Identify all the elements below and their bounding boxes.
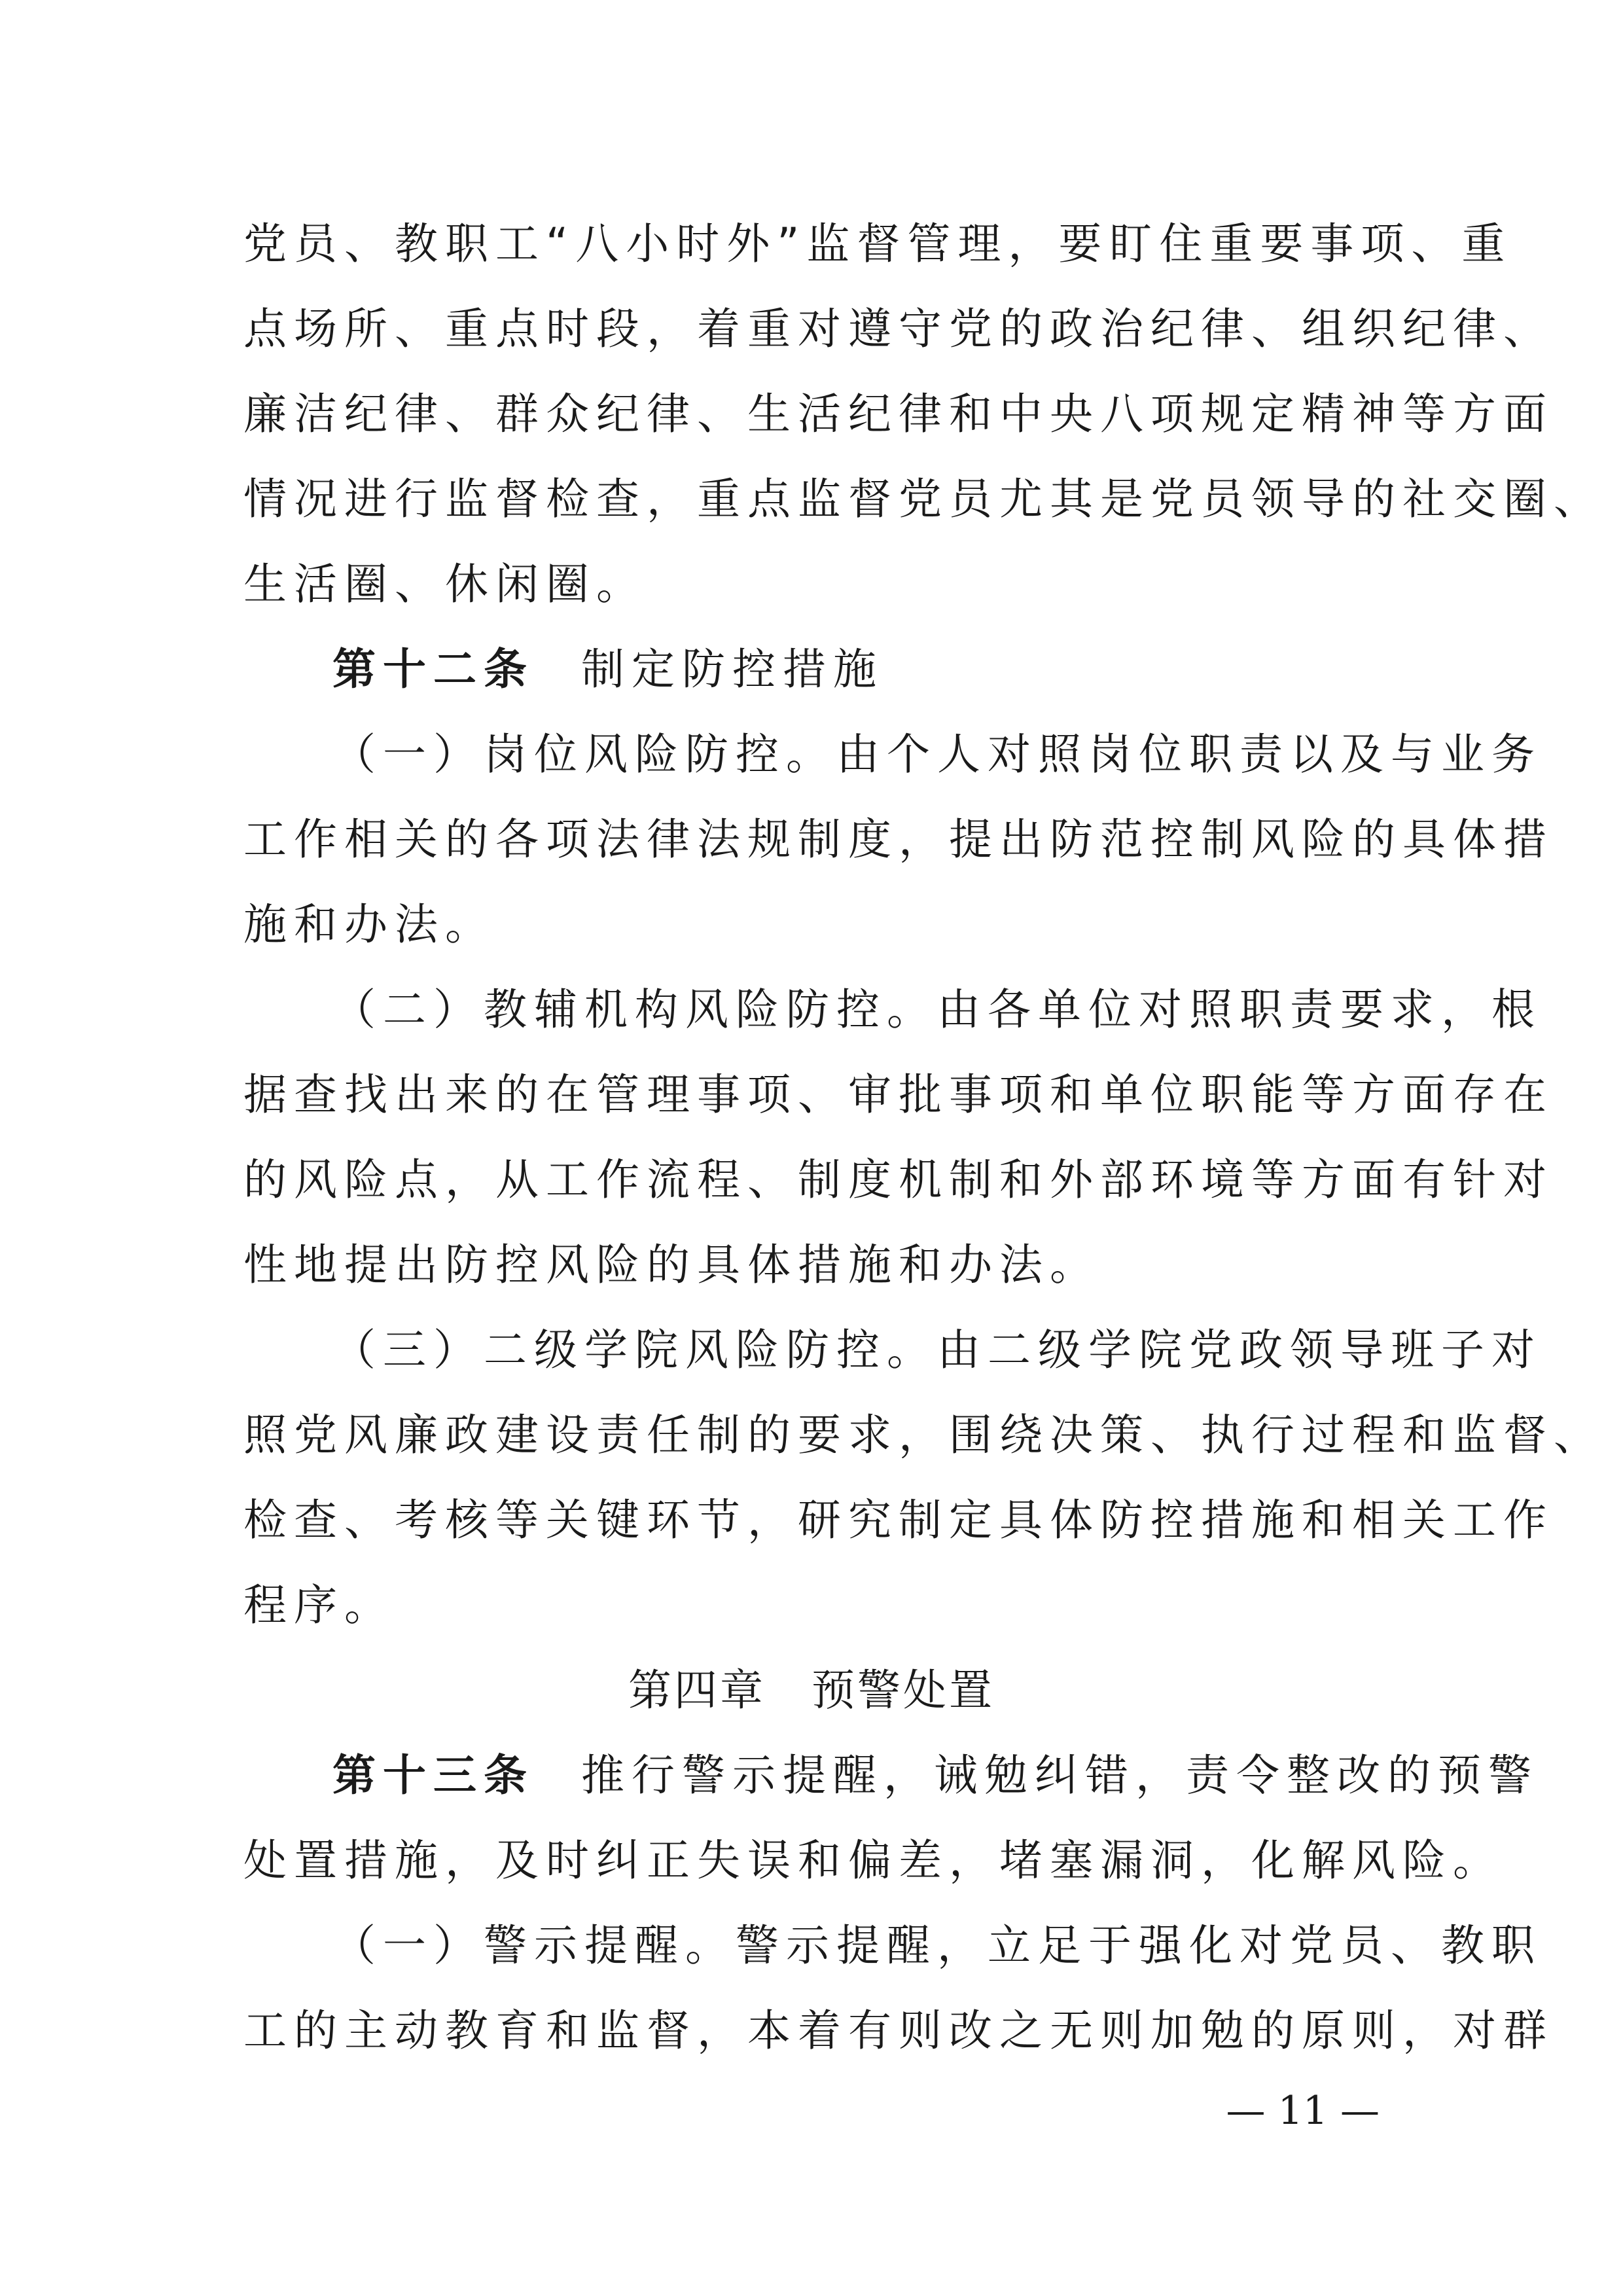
body-line: 性地提出防控风险的具体措施和办法。 bbox=[243, 1240, 1100, 1290]
body-line: 据查找出来的在管理事项、审批事项和单位职能等方面存在 bbox=[243, 1069, 1554, 1120]
article-12-label: 第十二条 bbox=[332, 644, 534, 694]
body-line: 的风险点，从工作流程、制度机制和外部环境等方面有针对 bbox=[243, 1155, 1554, 1205]
body-line: 照党风廉政建设责任制的要求，围绕决策、执行过程和监督、 bbox=[243, 1410, 1604, 1460]
body-line: （三）二级学院风险防控。由二级学院党政领导班子对 bbox=[332, 1325, 1542, 1375]
body-line: 点场所、重点时段，着重对遵守党的政治纪律、组织纪律、 bbox=[243, 304, 1554, 354]
article-13-label: 第十三条 bbox=[332, 1750, 534, 1801]
article-12-title: 制定防控措施 bbox=[581, 644, 883, 694]
body-line: 情况进行监督检查，重点监督党员尤其是党员领导的社交圈、 bbox=[243, 474, 1604, 524]
chapter-heading: 第四章 预警处置 bbox=[628, 1665, 995, 1715]
body-line: 检查、考核等关键环节，研究制定具体防控措施和相关工作 bbox=[243, 1495, 1554, 1545]
body-line: 工的主动教育和监督，本着有则改之无则加勉的原则，对群 bbox=[243, 2005, 1554, 2056]
article-12-heading bbox=[332, 644, 883, 694]
body-line: 程序。 bbox=[243, 1580, 395, 1630]
body-line: 工作相关的各项法律法规制度，提出防范控制风险的具体措 bbox=[243, 814, 1554, 865]
body-line: 党员、教职工“八小时外”监督管理，要盯住重要事项、重 bbox=[243, 219, 1512, 269]
article-13-heading bbox=[332, 1750, 1539, 1801]
article-13-text: 推行警示提醒，诫勉纠错，责令整改的预警 bbox=[581, 1750, 1539, 1801]
body-line: 生活圈、休闲圈。 bbox=[243, 559, 647, 609]
body-line: （二）教辅机构风险防控。由各单位对照职责要求，根 bbox=[332, 984, 1542, 1035]
body-line: （一）警示提醒。警示提醒，立足于强化对党员、教职 bbox=[332, 1920, 1542, 1971]
body-line: 廉洁纪律、群众纪律、生活纪律和中央八项规定精神等方面 bbox=[243, 389, 1554, 439]
body-line: （一）岗位风险防控。由个人对照岗位职责以及与业务 bbox=[332, 729, 1542, 780]
body-line: 处置措施，及时纠正失误和偏差，堵塞漏洞，化解风险。 bbox=[243, 1835, 1503, 1886]
body-line: 施和办法。 bbox=[243, 899, 495, 950]
page-number: — 11 — bbox=[1226, 2088, 1380, 2134]
